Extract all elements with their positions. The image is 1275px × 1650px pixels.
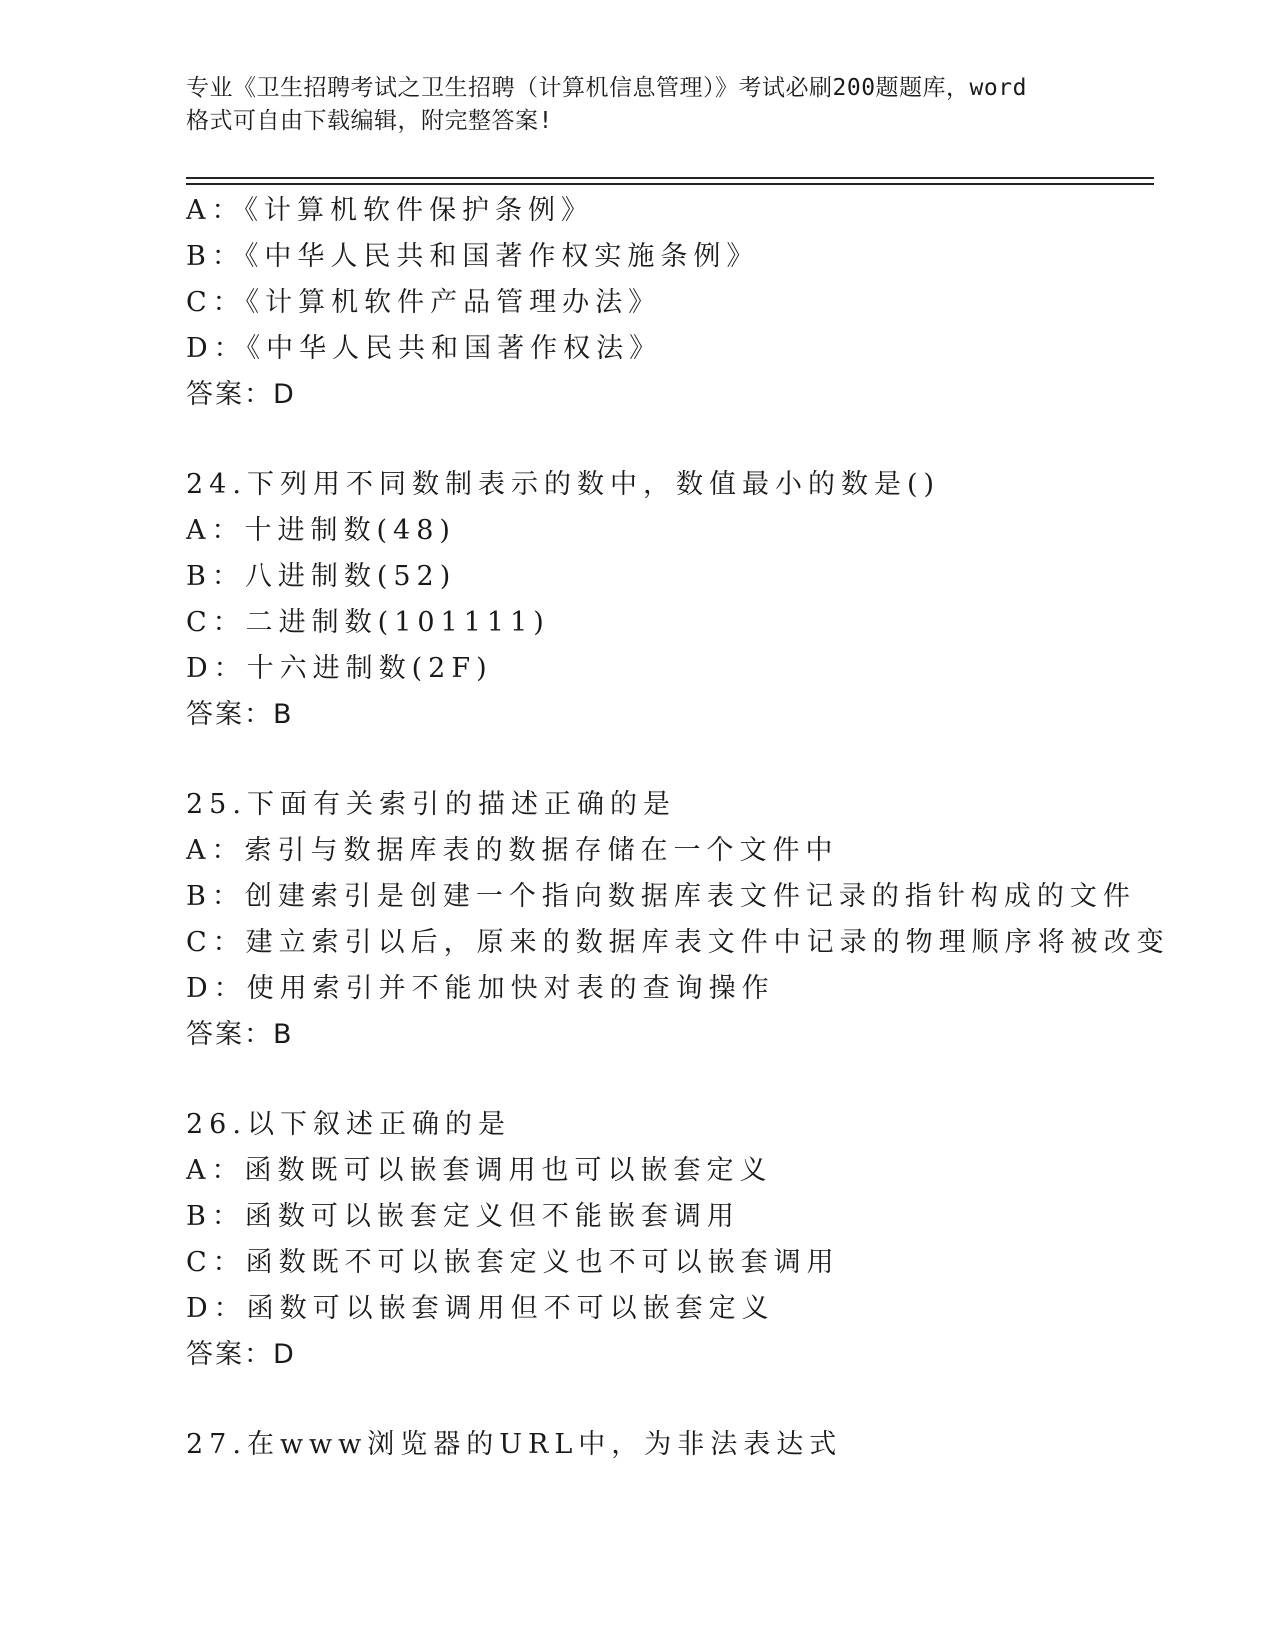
- option-d: D：十六进制数(2F): [186, 653, 493, 684]
- spacer: [186, 1378, 1186, 1422]
- question-24: [186, 462, 1186, 738]
- option-b: B：《中华人民共和国著作权实施条例》: [186, 241, 760, 272]
- spacer: [186, 418, 1186, 462]
- answer: 答案：D: [186, 1339, 296, 1370]
- answer: 答案：D: [186, 379, 296, 410]
- option-c: C：建立索引以后，原来的数据库表文件中记录的物理顺序将被改变: [186, 927, 1170, 958]
- header-divider-top: [186, 177, 1154, 179]
- question-27: [186, 1422, 1186, 1468]
- question-text: 26.以下叙述正确的是: [186, 1109, 511, 1140]
- answer: 答案：B: [186, 1019, 294, 1050]
- header-divider-bottom: [186, 183, 1154, 185]
- question-text: 25.下面有关索引的描述正确的是: [186, 789, 676, 820]
- option-c: C：二进制数(101111): [186, 607, 550, 638]
- option-b: B：八进制数(52): [186, 561, 457, 592]
- option-d: D：使用索引并不能加快对表的查询操作: [186, 973, 775, 1004]
- question-list: [186, 188, 1186, 1468]
- question-text: 24.下列用不同数制表示的数中，数值最小的数是(): [186, 469, 941, 500]
- option-d: D：《中华人民共和国著作权法》: [186, 333, 663, 364]
- answer: 答案：B: [186, 699, 294, 730]
- spacer: [186, 738, 1186, 782]
- option-c: C：《计算机软件产品管理办法》: [186, 287, 662, 318]
- header-line-1: 专业《卫生招聘考试之卫生招聘（计算机信息管理）》考试必刷200题题库，word: [186, 75, 1027, 101]
- option-a: A：十进制数(48): [186, 515, 456, 546]
- document-header: [186, 72, 1086, 138]
- option-a: A：索引与数据库表的数据存储在一个文件中: [186, 835, 839, 866]
- option-b: B：创建索引是创建一个指向数据库表文件记录的指针构成的文件: [186, 881, 1136, 912]
- question-23: [186, 188, 1186, 418]
- spacer: [186, 1058, 1186, 1102]
- header-line-2: 格式可自由下载编辑，附完整答案!: [186, 108, 553, 134]
- option-b: B：函数可以嵌套定义但不能嵌套调用: [186, 1201, 740, 1232]
- question-26: [186, 1102, 1186, 1378]
- option-a: A：《计算机软件保护条例》: [186, 195, 594, 226]
- question-text: 27.在www浏览器的URL中，为非法表达式: [186, 1429, 843, 1460]
- option-d: D：函数可以嵌套调用但不可以嵌套定义: [186, 1293, 775, 1324]
- option-c: C：函数既不可以嵌套定义也不可以嵌套调用: [186, 1247, 840, 1278]
- option-a: A：函数既可以嵌套调用也可以嵌套定义: [186, 1155, 773, 1186]
- question-25: [186, 782, 1186, 1058]
